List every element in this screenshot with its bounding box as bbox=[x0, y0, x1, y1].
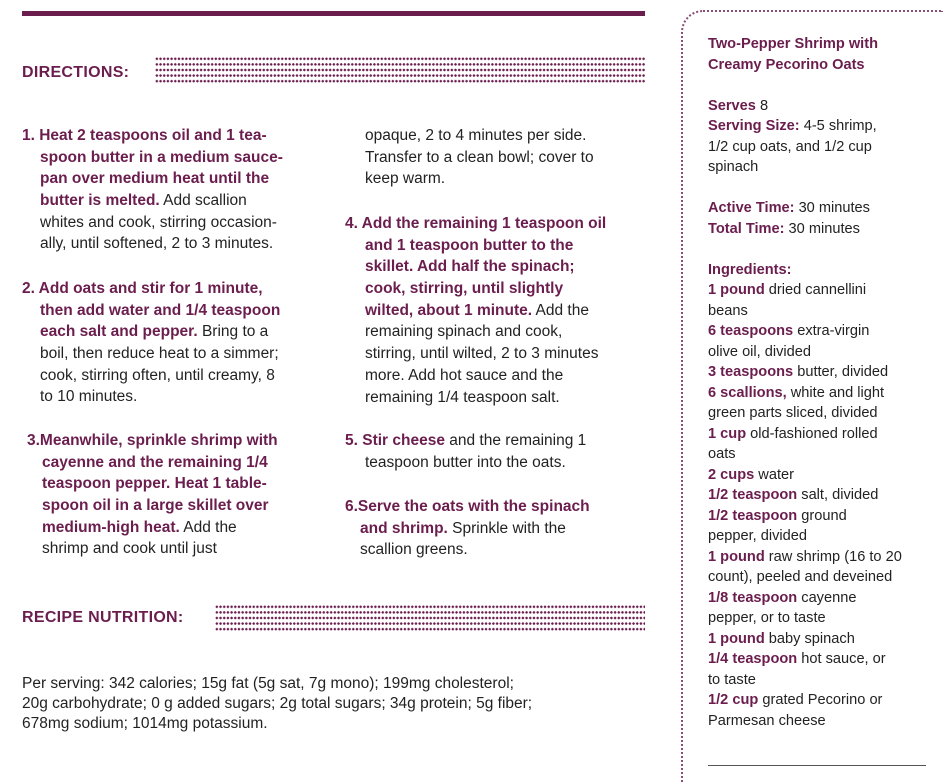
bold-text: Ingredients: bbox=[708, 261, 792, 278]
body-text: cook, stirring often, until creamy, 8 bbox=[40, 366, 275, 384]
text-line bbox=[22, 343, 280, 365]
text-line bbox=[708, 198, 902, 219]
bold-text: 2 cups bbox=[708, 466, 755, 483]
body-text: ground bbox=[797, 507, 847, 524]
bold-text: spoon butter in a medium sauce- bbox=[40, 148, 283, 166]
bold-text: 1 pound bbox=[708, 548, 765, 565]
bold-text: cook, stirring, until slightly bbox=[365, 280, 564, 298]
body-text: Parmesan cheese bbox=[708, 712, 826, 729]
text-line bbox=[708, 444, 902, 465]
bold-text: 1/2 teaspoon bbox=[708, 487, 798, 503]
bold-text: 4. Add the remaining 1 teaspoon oil bbox=[345, 215, 607, 232]
text-line bbox=[345, 518, 590, 540]
text-line bbox=[345, 387, 606, 409]
body-text: Sprinkle with the bbox=[447, 519, 566, 537]
direction-step bbox=[22, 125, 283, 255]
body-text: hot sauce, or bbox=[797, 651, 886, 667]
direction-step bbox=[345, 125, 594, 190]
text-line bbox=[345, 125, 594, 147]
text-line bbox=[22, 452, 278, 474]
body-text: more. Add hot sauce and the bbox=[365, 366, 564, 384]
text-line bbox=[22, 365, 280, 387]
direction-step bbox=[22, 430, 278, 560]
body-text: water bbox=[754, 466, 794, 483]
text-line bbox=[708, 178, 902, 199]
body-text: baby spinach bbox=[764, 630, 855, 647]
body-text: remaining 1/4 teaspoon salt. bbox=[365, 388, 560, 406]
text-line bbox=[708, 403, 902, 424]
bold-text: cayenne and the remaining 1/4 bbox=[42, 453, 268, 471]
text-line bbox=[708, 465, 902, 486]
text-line bbox=[22, 125, 283, 147]
bold-text: 1 pound bbox=[708, 282, 765, 298]
text-line bbox=[708, 321, 902, 342]
bold-text: 1/2 teaspoon bbox=[708, 507, 798, 524]
text-line bbox=[708, 301, 902, 322]
bold-text: 3 teaspoons bbox=[708, 364, 794, 380]
sidebar-bottom-rule bbox=[708, 765, 926, 766]
text-line bbox=[345, 539, 590, 561]
nutrition-line: 678mg sodium; 1014mg potassium. bbox=[22, 715, 268, 732]
body-text: to 10 minutes. bbox=[40, 388, 138, 406]
bold-text: Creamy Pecorino Oats bbox=[708, 56, 865, 73]
text-line bbox=[22, 386, 280, 408]
body-text: spinach bbox=[708, 159, 759, 175]
text-line bbox=[708, 547, 902, 568]
body-text: teaspoon butter into the oats. bbox=[365, 453, 566, 471]
body-text: 30 minutes bbox=[784, 220, 860, 237]
text-line bbox=[22, 147, 283, 169]
body-text: raw shrimp (16 to 20 bbox=[764, 548, 902, 565]
text-line bbox=[708, 280, 902, 301]
body-text: 1/2 cup oats, and 1/2 cup bbox=[708, 138, 872, 155]
bold-text: 6 scallions, bbox=[708, 384, 787, 401]
bold-text: each salt and pepper. bbox=[40, 323, 198, 341]
text-line bbox=[345, 430, 586, 452]
bold-text: 1/4 teaspoon bbox=[708, 651, 798, 667]
body-text: olive oil, divided bbox=[708, 343, 812, 360]
text-line bbox=[708, 239, 902, 260]
text-line bbox=[22, 517, 278, 539]
body-text: oats bbox=[708, 446, 736, 462]
text-line bbox=[708, 157, 902, 178]
bold-text: 1 cup bbox=[708, 425, 747, 442]
text-line bbox=[708, 96, 902, 117]
body-text: count), peeled and deveined bbox=[708, 569, 893, 585]
text-line bbox=[345, 496, 590, 518]
bold-text: and shrimp. bbox=[360, 519, 448, 537]
body-text: remaining spinach and cook, bbox=[365, 323, 563, 341]
bold-text: 5. Stir cheese bbox=[345, 432, 445, 449]
bold-text: 1 pound bbox=[708, 630, 765, 647]
text-line bbox=[708, 649, 902, 670]
text-line bbox=[22, 212, 283, 234]
text-line bbox=[22, 278, 280, 300]
text-line bbox=[22, 190, 283, 212]
bold-text: and 1 teaspoon butter to the bbox=[365, 236, 574, 254]
body-text: Bring to a bbox=[197, 323, 269, 341]
nutrition-text bbox=[22, 674, 532, 734]
bold-text: 1/2 cup bbox=[708, 692, 759, 708]
body-text: white and light bbox=[786, 384, 885, 401]
direction-step bbox=[345, 430, 586, 473]
recipe-sidebar bbox=[708, 34, 902, 731]
text-line bbox=[708, 567, 902, 588]
body-text: opaque, 2 to 4 minutes per side. bbox=[365, 127, 587, 144]
text-line bbox=[708, 588, 902, 609]
body-text: pepper, divided bbox=[708, 528, 807, 544]
body-text: extra-virgin bbox=[793, 323, 870, 339]
text-line bbox=[22, 168, 283, 190]
text-line bbox=[22, 430, 278, 452]
bold-text: then add water and 1/4 teaspoon bbox=[40, 301, 281, 319]
text-line bbox=[708, 116, 902, 137]
text-line bbox=[708, 608, 902, 629]
body-text: Add the bbox=[532, 301, 589, 319]
body-text: Add scallion bbox=[159, 192, 247, 210]
nutrition-line: 20g carbohydrate; 0 g added sugars; 2g total sugars; 34g protein; 5g fiber; bbox=[22, 695, 533, 712]
body-text: pepper, or to taste bbox=[708, 610, 826, 626]
bold-text: Serving Size: bbox=[708, 118, 800, 134]
bold-text: 3.Meanwhile, sprinkle shrimp with bbox=[27, 432, 278, 449]
text-line bbox=[708, 219, 902, 240]
text-line bbox=[708, 485, 902, 506]
bold-text: skillet. Add half the spinach; bbox=[365, 258, 575, 276]
text-line bbox=[22, 233, 283, 255]
bold-text: teaspoon pepper. Heat 1 table- bbox=[42, 475, 267, 493]
body-text: whites and cook, stirring occasion- bbox=[40, 213, 277, 231]
text-line bbox=[345, 300, 606, 322]
body-text: grated Pecorino or bbox=[758, 692, 883, 708]
text-line bbox=[708, 670, 902, 691]
body-text: old-fashioned rolled bbox=[746, 425, 878, 442]
text-line bbox=[708, 526, 902, 547]
text-line bbox=[708, 690, 902, 711]
body-text: salt, divided bbox=[797, 487, 879, 503]
body-text: dried cannellini bbox=[764, 282, 867, 298]
text-line bbox=[22, 321, 280, 343]
text-line bbox=[708, 34, 902, 55]
text-line bbox=[345, 168, 594, 190]
bold-text: 1. Heat 2 teaspoons oil and 1 tea- bbox=[22, 127, 267, 144]
text-line bbox=[345, 452, 586, 474]
text-line bbox=[345, 256, 606, 278]
body-text: stirring, until wilted, 2 to 3 minutes bbox=[365, 345, 599, 363]
bold-text: wilted, about 1 minute. bbox=[365, 301, 533, 319]
text-line bbox=[708, 629, 902, 650]
body-text: beans bbox=[708, 302, 748, 319]
bold-text: Two-Pepper Shrimp with bbox=[708, 36, 878, 52]
body-text: butter, divided bbox=[793, 364, 889, 380]
text-line bbox=[708, 711, 902, 732]
top-rule bbox=[22, 11, 645, 16]
body-text: 4-5 shrimp, bbox=[799, 118, 877, 134]
nutrition-heading: RECIPE NUTRITION: bbox=[22, 609, 184, 626]
body-text: and the remaining 1 bbox=[444, 432, 587, 449]
text-line bbox=[708, 362, 902, 383]
bold-text: pan over medium heat until the bbox=[40, 170, 270, 188]
direction-step bbox=[345, 213, 606, 408]
bold-text: butter is melted. bbox=[40, 192, 160, 210]
body-text: boil, then reduce heat to a simmer; bbox=[40, 345, 279, 363]
text-line bbox=[345, 213, 606, 235]
nutrition-line: Per serving: 342 calories; 15g fat (5g sat, 7g mono); 199mg cholesterol; bbox=[22, 675, 514, 692]
text-line bbox=[708, 55, 902, 76]
direction-step bbox=[345, 496, 590, 561]
text-line bbox=[22, 300, 280, 322]
text-line bbox=[345, 278, 606, 300]
text-line bbox=[22, 473, 278, 495]
text-line bbox=[708, 424, 902, 445]
text-line bbox=[708, 342, 902, 363]
bold-text: 6 teaspoons bbox=[708, 323, 794, 339]
bold-text: spoon oil in a large skillet over bbox=[42, 497, 269, 515]
bold-text: 2. Add oats and stir for 1 minute, bbox=[22, 280, 263, 297]
directions-heading: DIRECTIONS: bbox=[22, 64, 130, 81]
dotted-pattern bbox=[155, 56, 645, 85]
text-line bbox=[345, 321, 606, 343]
body-text: to taste bbox=[708, 671, 756, 688]
text-line bbox=[708, 75, 902, 96]
bold-text: medium-high heat. bbox=[42, 518, 180, 536]
text-line bbox=[708, 260, 902, 281]
body-text: Add the bbox=[179, 518, 237, 536]
bold-text: Active Time: bbox=[708, 200, 795, 216]
body-text: cayenne bbox=[797, 589, 857, 606]
text-line bbox=[708, 506, 902, 527]
text-line bbox=[708, 383, 902, 404]
body-text: keep warm. bbox=[365, 170, 446, 188]
dotted-pattern bbox=[215, 604, 645, 633]
text-line bbox=[345, 147, 594, 169]
body-text: 8 bbox=[755, 97, 769, 114]
text-line bbox=[22, 495, 278, 517]
body-text: ally, until softened, 2 to 3 minutes. bbox=[40, 235, 274, 253]
bold-text: Serves bbox=[708, 97, 756, 114]
bold-text: 1/8 teaspoon bbox=[708, 589, 798, 606]
body-text: Transfer to a clean bowl; cover to bbox=[365, 148, 594, 166]
text-line bbox=[345, 235, 606, 257]
bold-text: Total Time: bbox=[708, 220, 785, 237]
bold-text: 6.Serve the oats with the spinach bbox=[345, 498, 590, 515]
text-line bbox=[708, 137, 902, 158]
text-line bbox=[345, 343, 606, 365]
text-line bbox=[22, 538, 278, 560]
text-line bbox=[345, 365, 606, 387]
body-text: scallion greens. bbox=[360, 541, 468, 559]
body-text: 30 minutes bbox=[794, 200, 870, 216]
body-text: green parts sliced, divided bbox=[708, 405, 878, 421]
direction-step bbox=[22, 278, 280, 408]
body-text: shrimp and cook until just bbox=[42, 540, 217, 558]
